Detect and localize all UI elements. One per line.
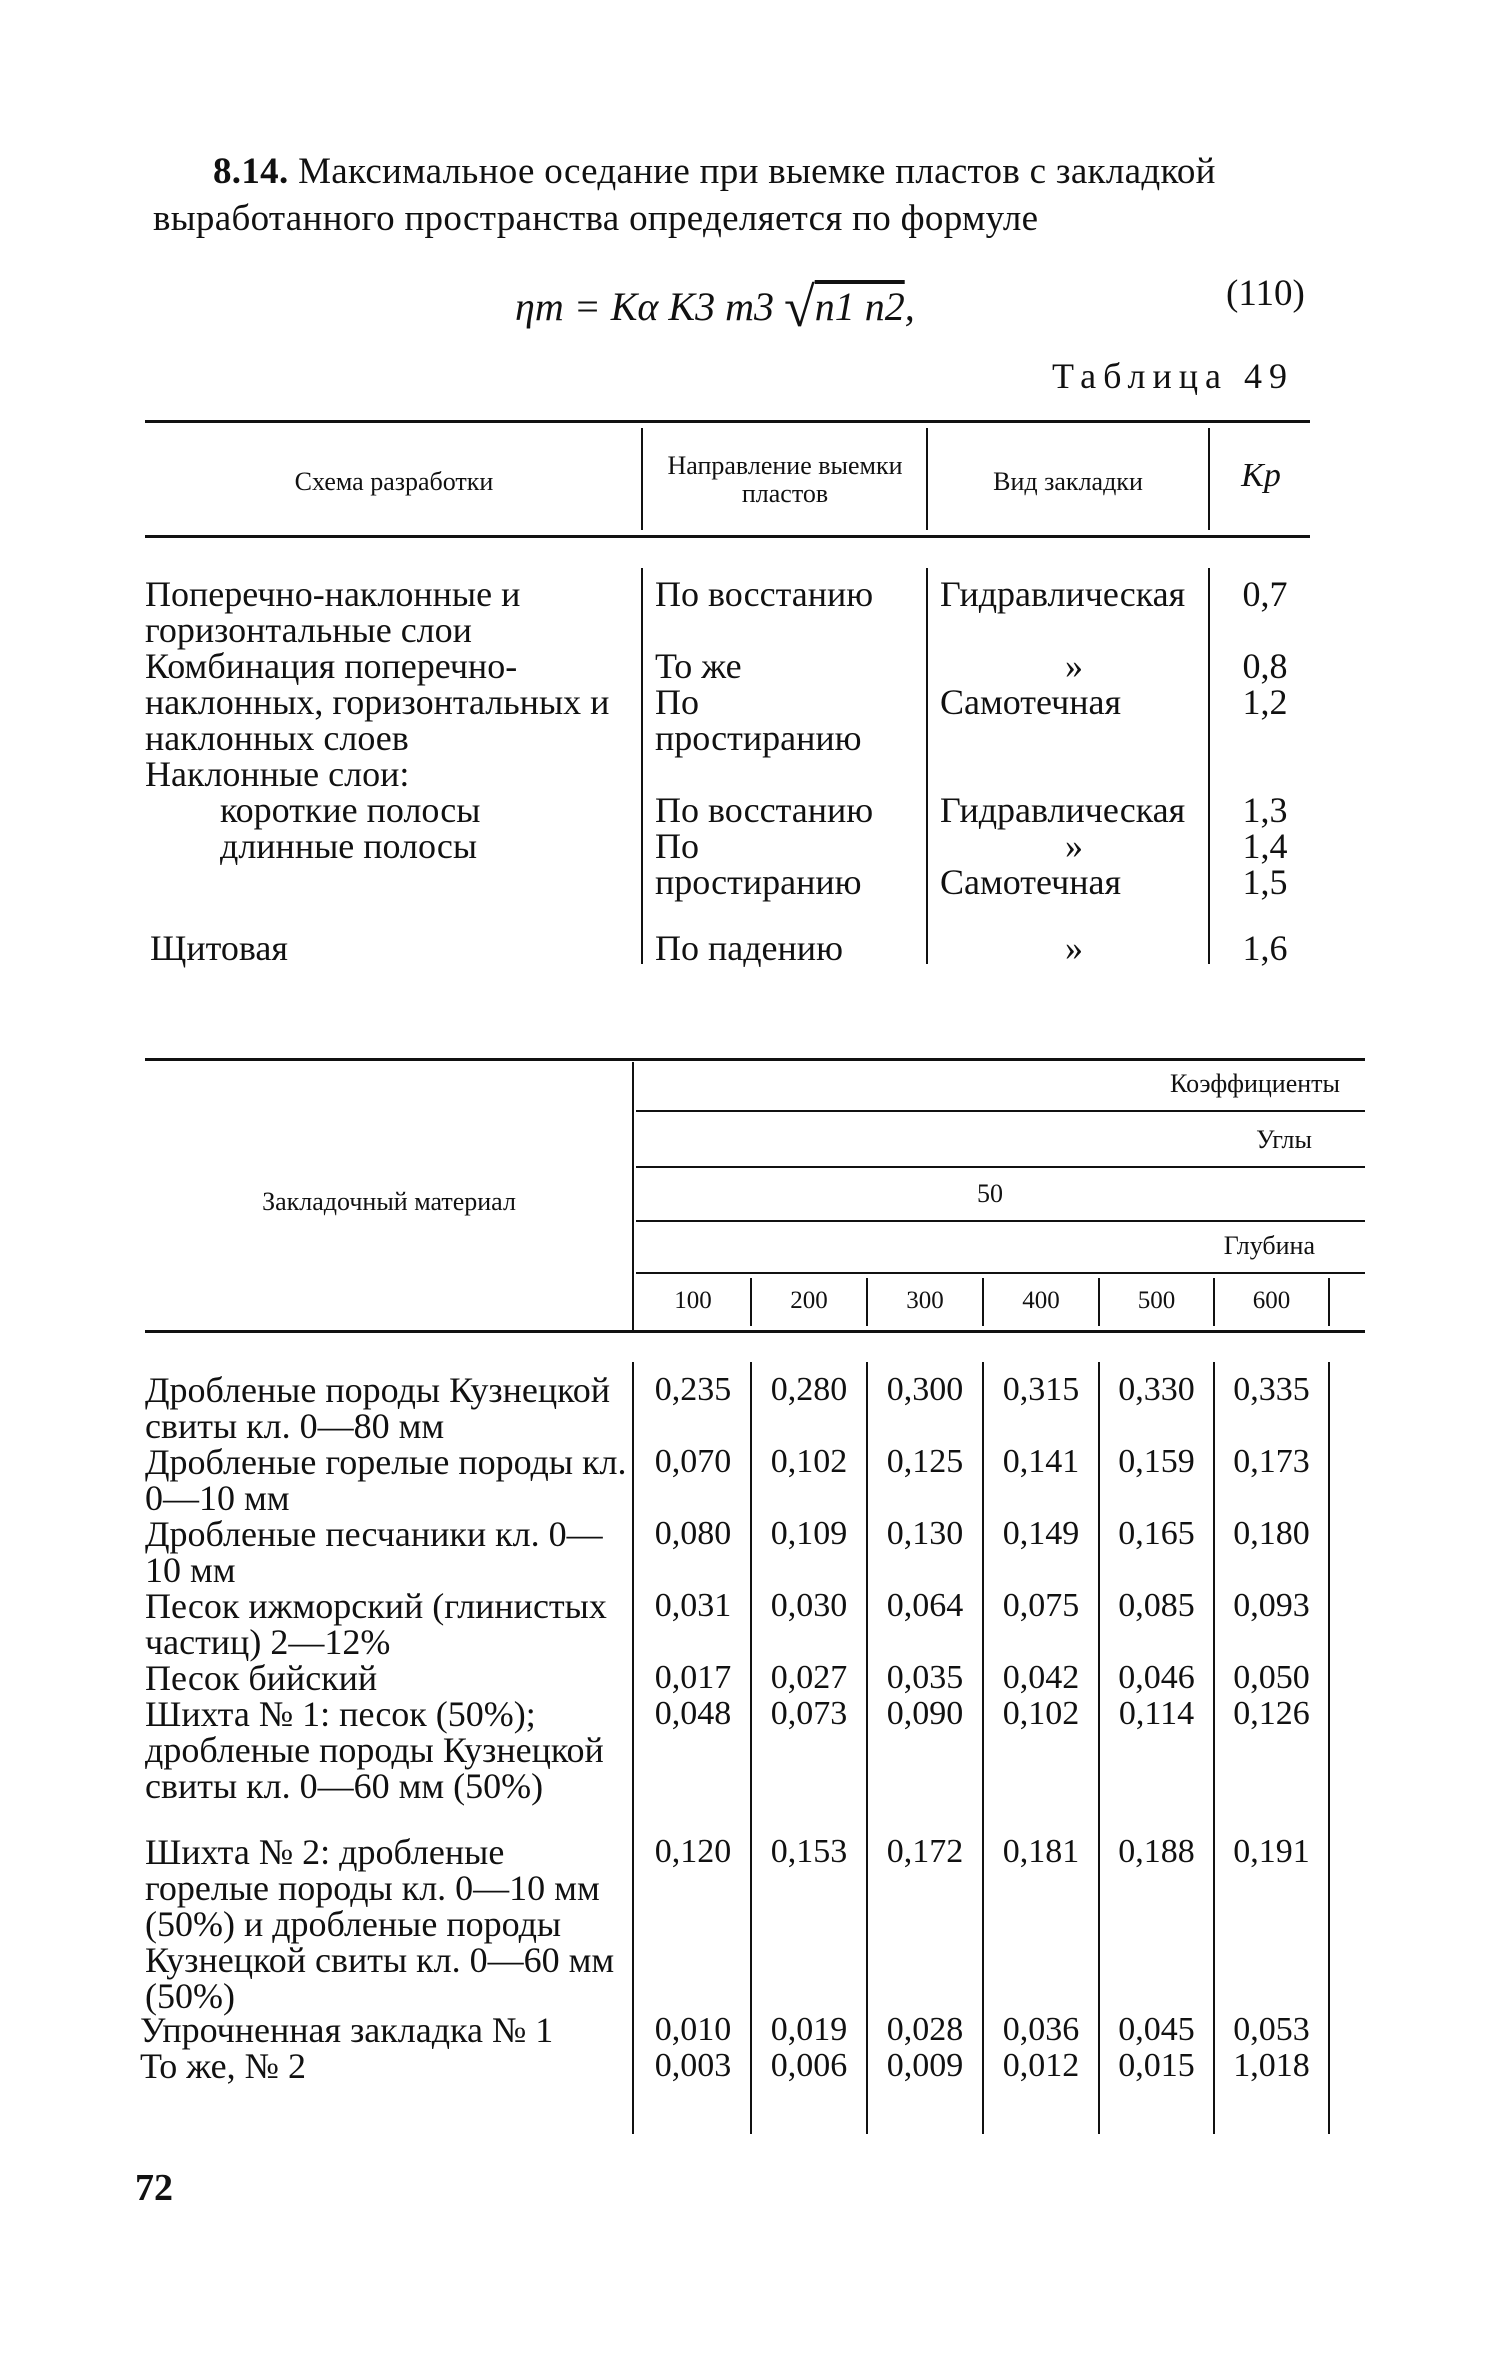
material-cell: Дробленые породы Кузнецкой свиты кл. 0—80 мм xyxy=(145,1370,611,1446)
divider xyxy=(636,1166,1365,1168)
table49-fill-cell: » xyxy=(1065,928,1083,968)
value-cell: 0,019 xyxy=(770,2011,848,2048)
table49-k-cell: 1,5 xyxy=(1242,862,1288,902)
value-cell: 0,315 xyxy=(1002,1371,1080,1408)
value-cell: 0,031 xyxy=(654,1587,732,1624)
value-cell: 0,046 xyxy=(1118,1659,1195,1696)
depth-header-cell: 300 xyxy=(906,1287,944,1314)
value-cell: 0,009 xyxy=(886,2047,964,2084)
table49-header-k: Kp xyxy=(1241,457,1281,494)
value-cell: 0,045 xyxy=(1118,2011,1195,2048)
formula-tail: , xyxy=(904,284,915,329)
table49-scheme-cell: Комбинация поперечно-наклонных, горизонтальных и наклонных слоев xyxy=(145,646,610,758)
value-cell: 0,036 xyxy=(1002,2011,1080,2048)
value-cell: 0,050 xyxy=(1233,1659,1310,1696)
material-cell: Упрочненная закладка № 1 xyxy=(140,2010,554,2050)
divider xyxy=(926,568,928,964)
formula xyxy=(515,270,915,339)
value-cell: 0,015 xyxy=(1118,2047,1195,2084)
value-cell: 0,180 xyxy=(1233,1515,1310,1552)
value-cell: 0,027 xyxy=(770,1659,848,1696)
value-cell: 0,172 xyxy=(886,1833,964,1870)
table49-header-direction: Направление выемки пластов xyxy=(667,451,903,508)
equation-number: (110) xyxy=(1226,273,1305,314)
value-cell: 0,120 xyxy=(654,1833,732,1870)
value-cell: 0,006 xyxy=(770,2047,848,2084)
material-cell: Песок ижморский (глинистых частиц) 2—12% xyxy=(145,1586,607,1662)
table49-k-cell: 0,7 xyxy=(1242,574,1288,614)
value-cell: 0,130 xyxy=(886,1515,964,1552)
value-cell: 0,017 xyxy=(654,1659,732,1696)
value-cell: 0,191 xyxy=(1233,1833,1310,1870)
value-cell: 0,064 xyxy=(886,1587,964,1624)
coefficients-header-depth: Глубина xyxy=(1223,1231,1315,1260)
material-cell: Дробленые горелые породы кл. 0—10 мм xyxy=(145,1442,627,1518)
value-cell: 0,114 xyxy=(1118,1695,1195,1732)
divider xyxy=(636,1110,1365,1112)
coefficients-header-angle-value: 50 xyxy=(977,1179,1003,1208)
value-cell: 0,153 xyxy=(770,1833,848,1870)
section-number: 8.14. xyxy=(213,151,289,192)
value-cell: 0,141 xyxy=(1002,1443,1080,1480)
divider xyxy=(1208,428,1210,530)
table49-fill-cell: Гидравлическая xyxy=(940,790,1186,830)
divider xyxy=(1328,1362,1330,2134)
section-paragraph xyxy=(153,148,1313,242)
value-cell: 0,010 xyxy=(654,2011,732,2048)
value-cell: 0,102 xyxy=(770,1443,848,1480)
divider xyxy=(636,1272,1365,1274)
depth-header-cell: 500 xyxy=(1137,1287,1176,1314)
formula-radicand: n1 n2 xyxy=(814,284,905,329)
depth-header-cell: 100 xyxy=(674,1287,712,1314)
section-body: Максимальное оседание при выемке пластов с закладкой выработанного пространства определяется по формуле xyxy=(153,151,1216,239)
divider xyxy=(641,568,643,964)
value-cell: 0,330 xyxy=(1118,1371,1195,1408)
depth-header-cell: 600 xyxy=(1252,1287,1291,1314)
table49-k-cell: 0,8 xyxy=(1242,646,1288,686)
value-cell: 0,012 xyxy=(1002,2047,1080,2084)
sqrt-icon: √ xyxy=(783,277,815,339)
value-cell: 0,070 xyxy=(654,1443,732,1480)
value-cell: 0,042 xyxy=(1002,1659,1080,1696)
formula-rhs: = Kα K3 m3 xyxy=(573,284,774,329)
value-cell: 0,048 xyxy=(654,1695,732,1732)
divider xyxy=(641,428,643,530)
value-cell: 0,090 xyxy=(886,1695,964,1732)
coefficients-header-angles: Углы xyxy=(1256,1125,1312,1154)
coefficients-top-rule xyxy=(145,1058,1365,1061)
value-cell: 0,003 xyxy=(654,2047,732,2084)
material-cell: Шихта № 2: дробленые горелые породы кл. 0—10 мм (50%) и дробленые породы Кузнецкой свиты кл. 0—60 мм (50%) xyxy=(145,1832,615,2016)
table49-k-cell: 1,2 xyxy=(1242,682,1288,722)
value-cell: 0,085 xyxy=(1118,1587,1195,1624)
value-cell: 0,280 xyxy=(770,1371,848,1408)
material-cell: Песок бийский xyxy=(145,1658,378,1698)
coefficients-header-material: Закладочный материал xyxy=(262,1187,516,1216)
value-cell: 0,035 xyxy=(886,1659,964,1696)
table49-direction-cell: По падению xyxy=(655,928,843,968)
value-cell: 0,300 xyxy=(886,1371,964,1408)
table49-header-fill: Вид закладки xyxy=(993,467,1143,496)
table49-k-cell: 1,4 xyxy=(1242,826,1288,866)
table49-scheme-cell: короткие полосы xyxy=(220,790,481,830)
value-cell: 0,093 xyxy=(1233,1587,1310,1624)
value-cell: 0,173 xyxy=(1233,1443,1310,1480)
table49-direction-cell: По восстанию xyxy=(655,574,874,614)
value-cell: 0,125 xyxy=(886,1443,964,1480)
value-cell: 0,075 xyxy=(1002,1587,1080,1624)
value-cell: 0,188 xyxy=(1118,1833,1195,1870)
value-cell: 0,159 xyxy=(1118,1443,1195,1480)
depth-header-cell: 400 xyxy=(1022,1287,1060,1314)
value-cell: 0,053 xyxy=(1233,2011,1310,2048)
value-cell: 0,102 xyxy=(1002,1695,1080,1732)
value-cell: 1,018 xyxy=(1233,2047,1310,2084)
divider xyxy=(632,1062,634,1330)
table49-header-scheme: Схема разработки xyxy=(294,467,494,496)
table49-scheme-cell: Наклонные слои: xyxy=(145,754,410,794)
value-cell: 0,109 xyxy=(770,1515,848,1552)
value-cell: 0,235 xyxy=(654,1371,732,1408)
table49-header-rule xyxy=(145,535,1310,538)
depth-header-cell: 200 xyxy=(790,1287,828,1314)
table49-fill-cell: » xyxy=(1065,826,1083,866)
value-cell: 0,181 xyxy=(1002,1833,1080,1870)
divider xyxy=(1208,568,1210,964)
table49-fill-cell: Самотечная xyxy=(940,862,1122,902)
value-cell: 0,149 xyxy=(1002,1515,1080,1552)
table49-direction-cell: По простиранию xyxy=(655,826,862,902)
value-cell: 0,030 xyxy=(770,1587,848,1624)
table49-fill-cell: Самотечная xyxy=(940,682,1122,722)
table49-k-cell: 1,3 xyxy=(1242,790,1288,830)
divider xyxy=(1328,1278,1330,1326)
value-cell: 0,165 xyxy=(1118,1515,1195,1552)
material-cell: То же, № 2 xyxy=(140,2046,307,2086)
page-number: 72 xyxy=(135,2167,173,2209)
table49-fill-cell: » xyxy=(1065,646,1083,686)
material-cell: Шихта № 1: песок (50%); дробленые породы Кузнецкой свиты кл. 0—60 мм (50%) xyxy=(145,1694,604,1806)
table49-k-cell: 1,6 xyxy=(1242,928,1288,968)
table49-fill-cell: Гидравлическая xyxy=(940,574,1186,614)
table49-direction-cell: То же xyxy=(655,646,742,686)
formula-lhs: ηm xyxy=(515,284,564,329)
table49-scheme-cell: Поперечно-наклонные и горизонтальные слои xyxy=(145,574,521,650)
coefficients-header-rule xyxy=(145,1330,1365,1333)
value-cell: 0,080 xyxy=(654,1515,732,1552)
table49-direction-cell: По восстанию xyxy=(655,790,874,830)
value-cell: 0,028 xyxy=(886,2011,964,2048)
value-cell: 0,073 xyxy=(770,1695,848,1732)
value-cell: 0,335 xyxy=(1233,1371,1310,1408)
material-cell: Дробленые песчаники кл. 0—10 мм xyxy=(145,1514,603,1590)
table49-caption: Таблица 49 xyxy=(1052,356,1294,396)
table49-scheme-cell: длинные полосы xyxy=(220,826,478,866)
value-cell: 0,126 xyxy=(1233,1695,1310,1732)
table49-direction-cell: По простиранию xyxy=(655,682,862,758)
divider xyxy=(632,1362,634,2134)
divider xyxy=(926,428,928,530)
coefficients-header-coef: Коэффициенты xyxy=(1170,1069,1340,1098)
divider xyxy=(636,1220,1365,1222)
table49-top-rule xyxy=(145,420,1310,423)
table49-scheme-cell: Щитовая xyxy=(150,928,288,968)
